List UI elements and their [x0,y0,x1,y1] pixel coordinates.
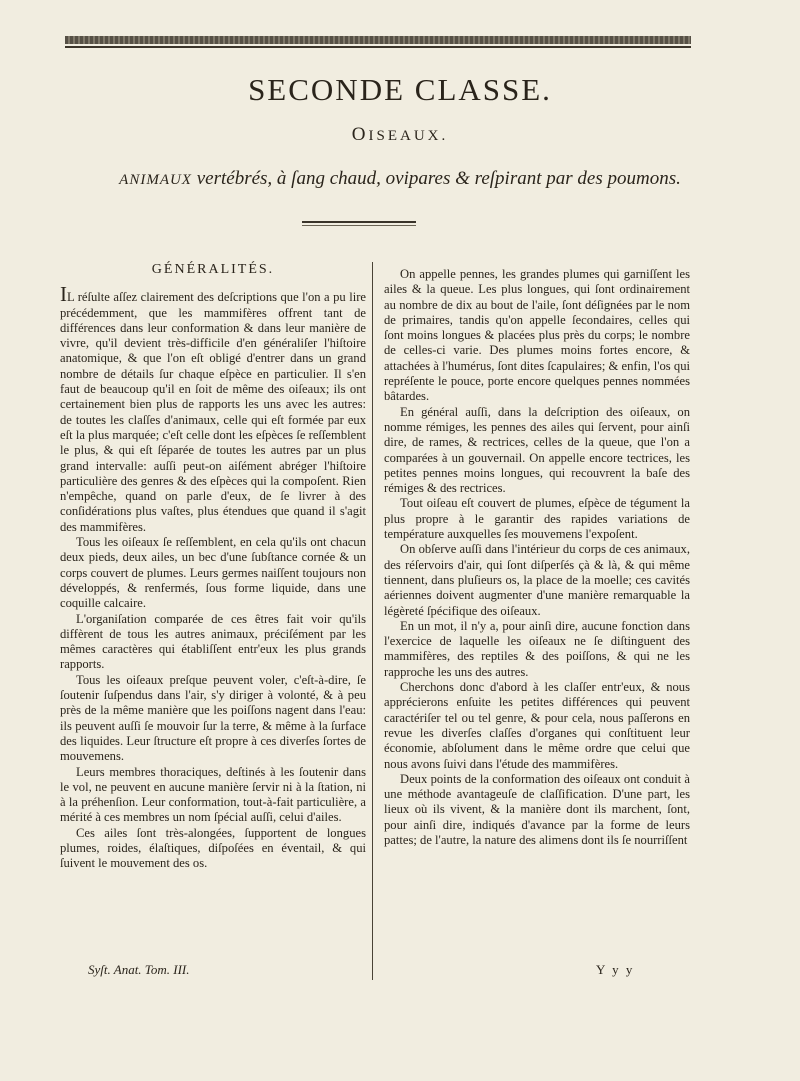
paragraph: En général auſſi, dans la deſcription des oiſeaux, on nomme rémiges, les pennes des ailes qui ſervent, pour ainſi dire, de rames, & rectrices, celles de la queue, que l'on a comparées à un gouvernail. On appelle encore tectrices, les petites pennes moins longues, qui recouvrent la baſe des rémiges & des rectrices. [384,404,690,496]
paragraph: Deux points de la conformation des oiſeaux ont conduit à une méthode avantageuſe de claſſification. D'une part, les lieux où ils vivent, & la manière dont ils marchent, ſont, pour ainſi dire, indiqués d'avance par la forme de leurs pattes; de l'autre, la nature des alimens dont ils ſe nourriſſent [384,771,690,847]
top-rule [65,46,691,48]
class-definition-prefix: ANIMAUX [119,172,192,188]
subtitle-rest: ISEAUX. [368,128,449,144]
right-column [384,267,690,848]
paragraph: Leurs membres thoraciques, deſtinés à les ſoutenir dans le vol, ne peuvent en aucune manière ſervir ni à la ſtation, ni à la préhenſion. Leur conformation, tout-à-fait particulière, a mérité à ces membres un nom ſpécial auſſi, celui d'ailes. [60,764,366,825]
paragraph: On obſerve auſſi dans l'intérieur du corps de ces animaux, des réſervoirs d'air, qui ſont diſperſés çà & là, & qui même tiennent, dans pluſieurs os, la place de la moelle; ces cavités aériennes doivent augmenter d'une manière remarquable la légèreté ſpécifique des oiſeaux. [384,542,690,618]
paragraph: Tout oiſeau eſt couvert de plumes, eſpèce de tégument la plus propre à le garantir des rapides variations de température auxquelles ſes mouvemens l'expoſent. [384,496,690,542]
divider-rule-thin [302,225,416,226]
paragraph-text: L réſulte aſſez clairement des deſcriptions que l'on a pu lire précédemment, que les mammifères offrent tant de différences dans leur conformation & dans leur manière de vivre, qu'il devient très-difficile d'en généraliſer l'hiſtoire anatomique, & que l'on eſt obligé d'entrer dans un grand nombre de détails ſur chaque eſpèce en particulier. Il s'en faut de beaucoup qu'il en ſoit de même des oiſeaux; ils ont certainement bien plus de rapports les uns avec les autres: de toutes les claſſes d'animaux, celle qui eſt formée par eux eſt la plus marquée; c'eſt celle dont les eſpèces ſe reſſemblent le plus, & qui eſt ſéparée de toutes les autres par un plus grand intervalle: auſſi peut-on aiſément abréger l'hiſtoire particulière des genres & des eſpèces qui la compoſent. Rien n'empêche, quand on parle d'eux, de ſe livrer à des conſidérations plus vaſtes, plus étendues que quand il s'agit des mammifères. [60,290,366,534]
drop-cap: I [60,282,67,307]
class-definition-text: vertébrés, à ſang chaud, ovipares & reſpirant par des poumons. [191,168,681,189]
paragraph: Tous les oiſeaux preſque peuvent voler, c'eſt-à-dire, ſe ſoutenir ſuſpendus dans l'air, s'y diriger à volonté, & à peu près de la même manière que les poiſſons nagent dans l'eau: ils peuvent auſſi ſe mouvoir ſur la terre, & même à la ſurface des liquides. Leur ſtructure eſt propre à ces diverſes ſortes de mouvemens. [60,672,366,764]
paragraph: On appelle pennes, les grandes plumes qui garniſſent les ailes & la queue. Les plus longues, qui ſont ordinairement au nombre de dix au bout de l'aile, ſont déſignées par le nom de primaires, tandis qu'on appelle ſecondaires, celles qui ſont moins longues & placées plus près du corps; le nombre de celles-ci varie. Des plumes moins fortes encore, & attachées à l'humérus, ſont dites ſcapulaires; & enfin, l'os qui repréſente le pouce, porte encore quelques pennes nommées bâtardes. [384,267,690,404]
footer-signature-mark: Y y y [596,962,635,977]
paragraph: Cherchons donc d'abord à les claſſer entr'eux, & nous apprécierons enſuite les petites différences qui peuvent caractériſer tel ou tel genre, & pour cela, nous paſſerons en revue les diverſes claſſes d'organes qui conſtituent leur économie, abſolument dans le même ordre que celui que nous avons ſuivi dans l'étude des mammifères. [384,680,690,771]
class-definition [0,168,800,190]
footer-signature: Syſt. Anat. Tom. III. [88,962,190,977]
subtitle-initial: O [351,124,369,145]
subtitle [0,124,800,146]
section-heading: GÉNÉRALITÉS. [151,262,275,277]
top-ornament-rule [65,36,691,44]
left-column [60,262,366,872]
paragraph: Ces ailes ſont très-alongées, ſupportent de longues plumes, roides, élaſtiques, diſpoſées en éventail, & qui ſuivent le mouvement des os. [60,825,366,871]
paragraph: L'organiſation comparée de ces êtres fait voir qu'ils diffèrent de tous les autres animaux, préciſément par les mêmes caractères qui établiſſent entr'eux les plus grands rapports. [60,611,366,672]
column-separator [372,262,373,980]
paragraph [60,282,366,535]
page-title: SECONDE CLASSE. [248,72,552,107]
paragraph: Tous les oiſeaux ſe reſſemblent, en cela qu'ils ont chacun deux pieds, deux ailes, un bec d'une ſubſtance cornée & un corps couvert de plumes. Leurs germes naiſſent toujours non développés, & renfermés, ſous forme liquide, dans une coquille calcaire. [60,535,366,611]
divider-rule [302,221,416,223]
paragraph: En un mot, il n'y a, pour ainſi dire, aucune fonction dans l'exercice de laquelle les oiſeaux ne ſe diſtinguent des mammifères, des reptiles & des poiſſons, & qui ne les rapproche les uns des autres. [384,618,690,679]
